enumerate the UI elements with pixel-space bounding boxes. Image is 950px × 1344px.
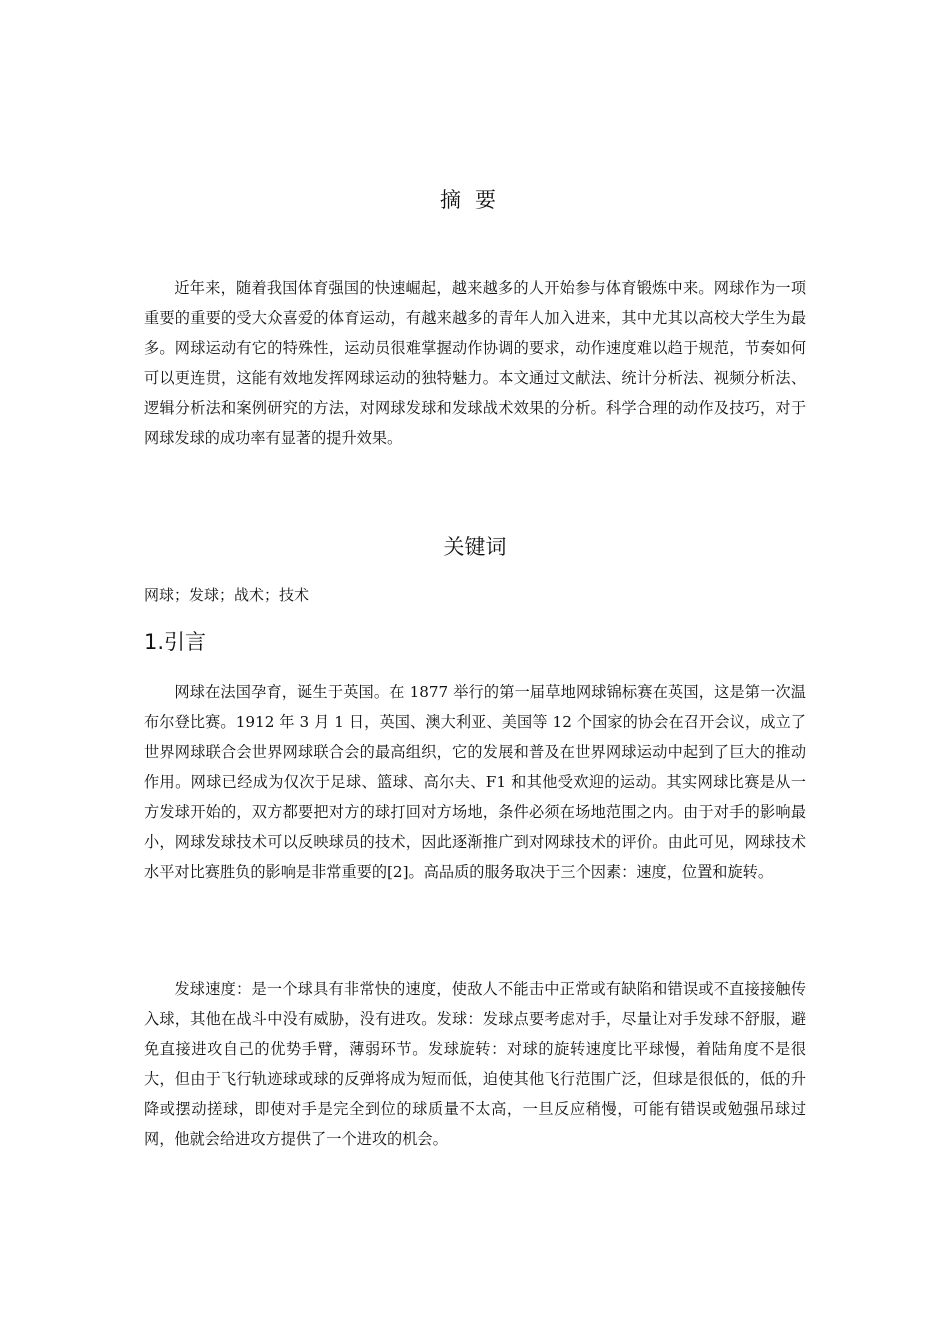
- abstract-body: 近年来，随着我国体育强国的快速崛起，越来越多的人开始参与体育锻炼中来。网球作为一项重要的重要的受大众喜爱的体育运动，有越来越多的青年人加入进来，其中尤其以高校大学生为最多。网球运动有它的特殊性，运动员很难掌握动作协调的要求，动作速度难以趋于规范，节奏如何可以更连贯，这能有效地发挥网球运动的独特魅力。本文通过文献法、统计分析法、视频分析法、逻辑分析法和案例研究的方法，对网球发球和发球战术效果的分析。科学合理的动作及技巧，对于网球发球的成功率有显著的提升效果。: [144, 279, 806, 447]
- intro-paragraph-2: 发球速度：是一个球具有非常快的速度，使敌人不能击中正常或有缺陷和错误或不直接接触传入球，其他在战斗中没有威胁，没有进攻。发球：发球点要考虑对手，尽量让对手发球不舒服，避免直接进攻自己的优势手臂，薄弱环节。发球旋转：对球的旋转速度比平球慢，着陆角度不是很大，但由于飞行轨迹球或球的反弹将成为短而低，迫使其他飞行范围广泛，但球是很低的，低的升降或摆动搓球，即使对手是完全到位的球质量不太高，一旦反应稍慢，可能有错误或勉强吊球过网，他就会给进攻方提供了一个进攻的机会。: [144, 980, 806, 1148]
- abstract-title: 摘要: [440, 188, 510, 212]
- keywords-text: 网球；发球；战术；技术: [144, 586, 310, 604]
- intro-paragraph-1: 网球在法国孕育，诞生于英国。在 1877 举行的第一届草地网球锦标赛在英国，这是第一次温布尔登比赛。1912 年 3 月 1 日，英国、澳大利亚、美国等 12 个国家的协会在召开会议，成立了世界网球联合会世界网球联合会的最高组织，它的发展和普及在世界网球运动中起到了巨大的推动作用。网球已经成为仅次于足球、篮球、高尔夫、F1 和其他受欢迎的运动。其实网球比赛是从一方发球开始的，双方都要把对方的球打回对方场地，条件必须在场地范围之内。由于对手的影响最小，网球发球技术可以反映球员的技术，因此逐渐推广到对网球技术的评价。由此可见，网球技术水平对比赛胜负的影响是非常重要的[2]。高品质的服务取决于三个因素：速度，位置和旋转。: [144, 683, 806, 881]
- section-heading-introduction: 1.引言: [144, 630, 207, 654]
- keywords-title: 关键词: [443, 535, 507, 559]
